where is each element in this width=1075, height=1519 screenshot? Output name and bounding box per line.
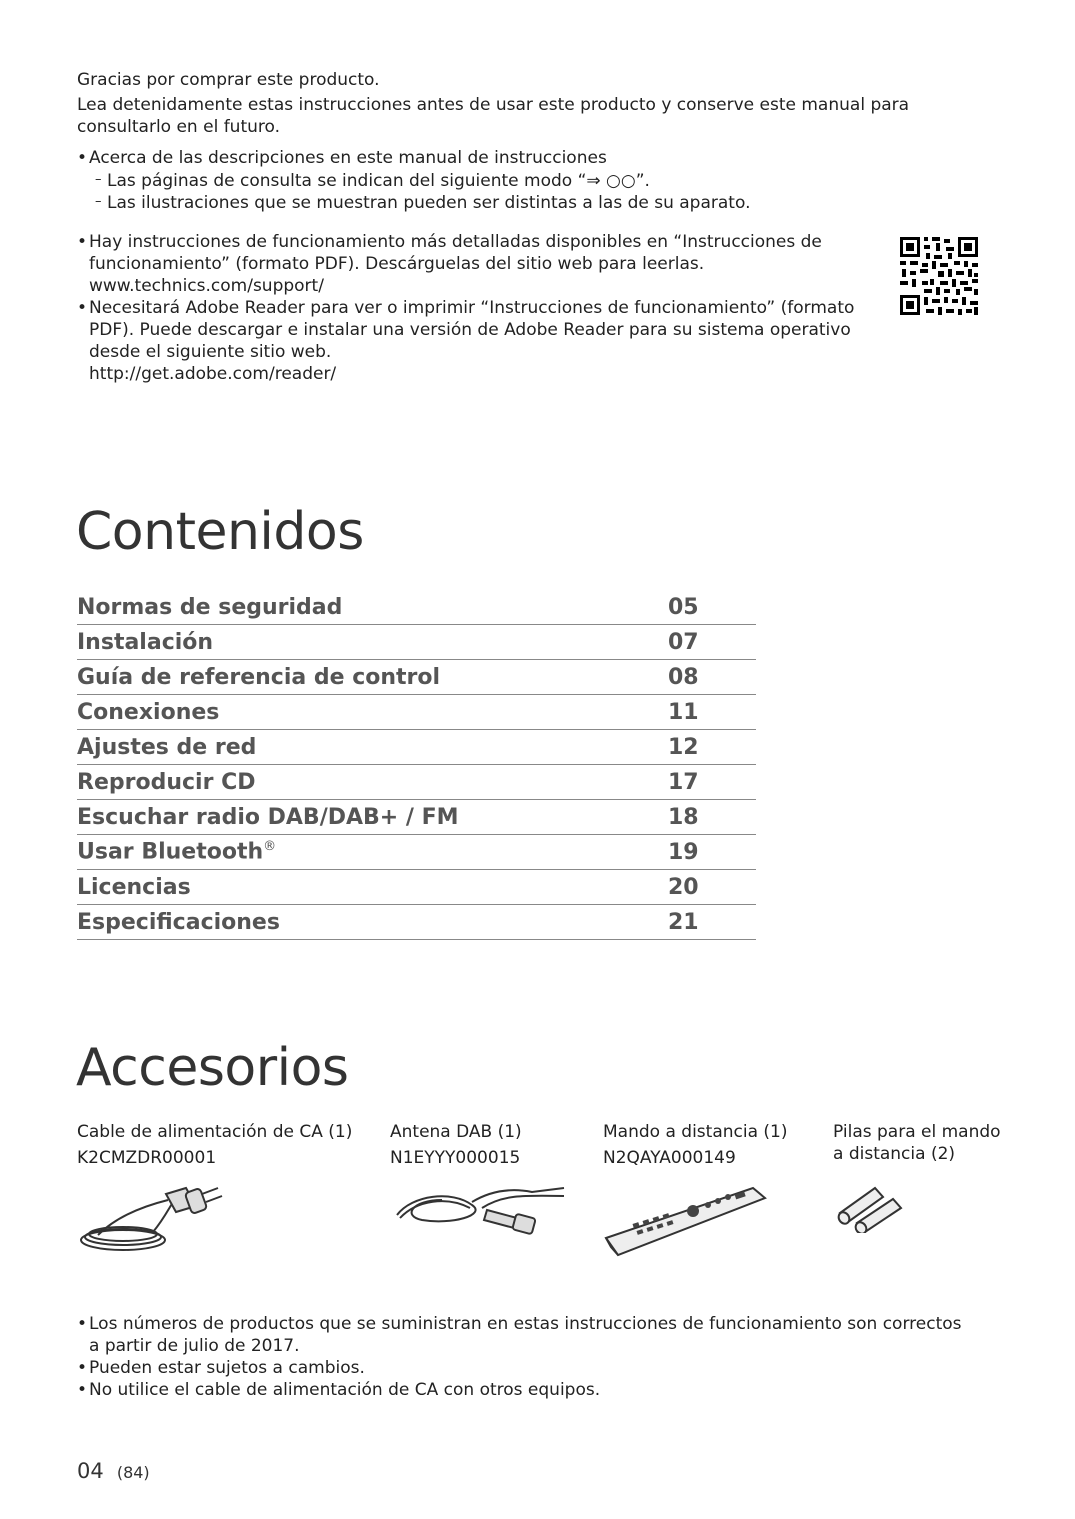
registered-mark: ® — [263, 839, 277, 855]
toc-row[interactable] — [77, 800, 756, 835]
toc-page: 17 — [668, 769, 699, 795]
toc-row[interactable] — [77, 765, 756, 800]
about-sub-list — [77, 170, 997, 214]
footnote-item: • Los números de productos que se suministran en estas instrucciones de funcionamiento son correctos a partir de julio de 2017. — [77, 1313, 977, 1357]
toc-title-text: Usar Bluetooth — [77, 839, 264, 865]
accessory-item — [77, 1121, 367, 1169]
footnote-item: • Pueden estar sujetos a cambios. — [77, 1357, 977, 1379]
footnote-list — [77, 1313, 977, 1401]
power-cord-icon — [78, 1180, 228, 1260]
remote-control-icon — [603, 1183, 768, 1261]
toc-row[interactable] — [77, 660, 756, 695]
toc-row[interactable] — [77, 870, 756, 905]
toc-row[interactable] — [77, 590, 756, 625]
about-title — [77, 147, 997, 169]
toc-title — [77, 839, 276, 864]
accessory-item — [603, 1121, 813, 1169]
intro-block — [77, 69, 997, 138]
online-docs-notes — [77, 231, 857, 385]
toc-title: Instalación — [77, 629, 214, 655]
toc-page: 18 — [668, 804, 699, 830]
toc-title: Ajustes de red — [77, 734, 257, 760]
toc-row[interactable] — [77, 835, 756, 870]
page-sub-number: (84) — [116, 1463, 150, 1482]
about-descriptions — [77, 147, 997, 214]
toc-title: Guía de referencia de control — [77, 664, 441, 690]
accessory-name: Mando a distancia (1) — [603, 1122, 788, 1142]
accessory-name: Pilas para el mando a distancia (2) — [833, 1122, 1001, 1164]
toc-title: Licencias — [77, 874, 191, 900]
toc-row[interactable] — [77, 695, 756, 730]
toc-title: Escuchar radio DAB/DAB+ / FM — [77, 804, 459, 830]
batteries-icon — [835, 1183, 910, 1233]
accessories-heading: Accesorios — [76, 1038, 349, 1098]
detailed-instructions-text: Hay instrucciones de funcionamiento más detalladas disponibles en “Instrucciones de funcionamiento” (formato PDF). Descárguelas del sitio web para leerlas. — [89, 232, 822, 274]
accessory-code: K2CMZDR00001 — [77, 1148, 217, 1168]
toc-title: Conexiones — [77, 699, 220, 725]
detailed-instructions-note — [77, 231, 857, 297]
toc-page: 11 — [668, 699, 699, 725]
page-number: 04 — [77, 1459, 104, 1483]
about-item: – Las ilustraciones que se muestran pueden ser distintas a las de su aparato. — [95, 192, 997, 214]
accessory-name: Cable de alimentación de CA (1) — [77, 1122, 353, 1142]
footnotes — [77, 1313, 977, 1401]
toc-page: 19 — [668, 839, 699, 865]
accessory-code: N1EYYY000015 — [390, 1148, 521, 1168]
about-title-text: Acerca de las descripciones en este manual de instrucciones — [89, 148, 607, 168]
toc-page: 12 — [668, 734, 699, 760]
toc-page: 20 — [668, 874, 699, 900]
toc-title: Normas de seguridad — [77, 594, 343, 620]
about-list — [77, 147, 997, 169]
qr-code-icon — [898, 235, 980, 317]
toc-title: Reproducir CD — [77, 769, 256, 795]
footnote-item: • No utilice el cable de alimentación de CA con otros equipos. — [77, 1379, 977, 1401]
toc-title: Especificaciones — [77, 909, 280, 935]
online-docs-list — [77, 231, 857, 385]
qr-code-graphic — [898, 235, 980, 317]
intro-read-instructions: Lea detenidamente estas instrucciones antes de usar este producto y conserve este manual para consultarlo en el futuro. — [77, 95, 910, 137]
page-number-block — [77, 1459, 150, 1483]
toc-page: 21 — [668, 909, 699, 935]
accessory-name: Antena DAB (1) — [390, 1122, 522, 1142]
toc-page: 05 — [668, 594, 699, 620]
adobe-url[interactable]: http://get.adobe.com/reader/ — [89, 364, 337, 384]
toc-row[interactable] — [77, 905, 756, 940]
contents-heading: Contenidos — [76, 502, 364, 562]
dab-antenna-icon — [392, 1180, 567, 1245]
intro-thanks: Gracias por comprar este producto. — [77, 70, 380, 90]
adobe-reader-text: Necesitará Adobe Reader para ver o imprimir “Instrucciones de funcionamiento” (formato PDF). Puede descargar e instalar una versión de Adobe Reader para su sistema operativo desde el siguiente sitio web. — [89, 298, 855, 362]
toc-page: 08 — [668, 664, 699, 690]
accessory-item — [390, 1121, 590, 1169]
adobe-reader-note — [77, 297, 857, 385]
toc-page: 07 — [668, 629, 699, 655]
accessory-code: N2QAYA000149 — [603, 1148, 736, 1168]
toc-row[interactable] — [77, 625, 756, 660]
about-item: – Las páginas de consulta se indican del siguiente modo “⇒ ○○”. — [95, 170, 997, 192]
toc-row[interactable] — [77, 730, 756, 765]
table-of-contents — [77, 590, 756, 940]
support-url[interactable]: www.technics.com/support/ — [89, 276, 324, 296]
accessory-item — [833, 1121, 1013, 1165]
